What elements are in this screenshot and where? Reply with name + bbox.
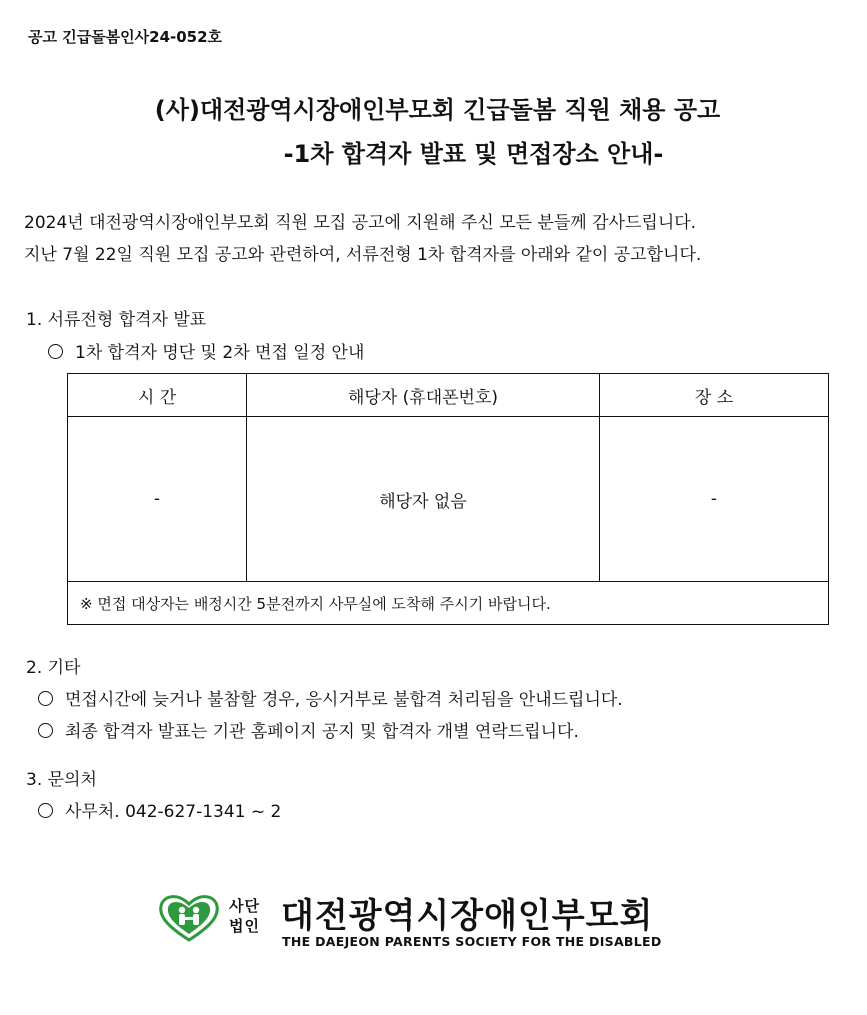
logo-name: 대전광역시장애인부모회 [281, 896, 654, 936]
section-2-bullet-2 [38, 717, 579, 742]
circle-bullet-icon [38, 723, 53, 738]
table-row [68, 417, 829, 582]
interview-schedule-table [67, 373, 829, 625]
organization-logo [157, 888, 717, 958]
logo-small-line-1: 사단 [229, 897, 260, 915]
cell-place: - [600, 417, 829, 582]
section-1-heading: 1. 서류전형 합격자 발표 [26, 310, 207, 330]
section-3-bullet [38, 797, 281, 822]
header-place: 장 소 [600, 374, 829, 417]
section-3-heading: 3. 문의처 [26, 770, 97, 790]
section-2-bullet-2-text: 최종 합격자 발표는 기관 홈페이지 공지 및 합격자 개별 연락드립니다. [65, 722, 579, 742]
page-title: (사)대전광역시장애인부모회 긴급돌봄 직원 채용 공고 [154, 96, 721, 124]
circle-bullet-icon [38, 803, 53, 818]
section-1-bullet [48, 338, 364, 363]
section-2-bullet-1-text: 면접시간에 늦거나 불참할 경우, 응시거부로 불합격 처리됨을 안내드립니다. [65, 690, 623, 710]
table-header-row [68, 374, 829, 417]
circle-bullet-icon [38, 691, 53, 706]
intro-line-2: 지난 7월 22일 직원 모집 공고와 관련하여, 서류전형 1차 합격자를 아래와 같이 공고합니다. [24, 245, 702, 265]
circle-bullet-icon [48, 344, 63, 359]
table-note: ※ 면접 대상자는 배정시간 5분전까지 사무실에 도착해 주시기 바랍니다. [68, 582, 829, 625]
header-applicant: 해당자 (휴대폰번호) [247, 374, 600, 417]
cell-time: - [68, 417, 247, 582]
intro-line-1: 2024년 대전광역시장애인부모회 직원 모집 공고에 지원해 주신 모든 분들께 감사드립니다. [24, 213, 697, 233]
logo-corporate-label [229, 896, 260, 936]
section-2-heading: 2. 기타 [26, 658, 81, 678]
notice-number: 공고 긴급돌봄인사24-052호 [28, 28, 223, 46]
logo-small-line-2: 법인 [229, 917, 260, 935]
cell-applicant: 해당자 없음 [247, 417, 600, 582]
header-time: 시 간 [68, 374, 247, 417]
section-2-bullet-1 [38, 685, 623, 710]
heart-family-icon [157, 892, 221, 944]
page-subtitle: -1차 합격자 발표 및 면접장소 안내- [283, 140, 664, 168]
table-note-row [68, 582, 829, 625]
section-3-bullet-text: 사무처. 042-627-1341 ~ 2 [65, 802, 282, 822]
logo-english-name: THE DAEJEON PARENTS SOCIETY FOR THE DISABLED [282, 934, 662, 949]
section-1-bullet-text: 1차 합격자 명단 및 2차 면접 일정 안내 [75, 343, 365, 363]
